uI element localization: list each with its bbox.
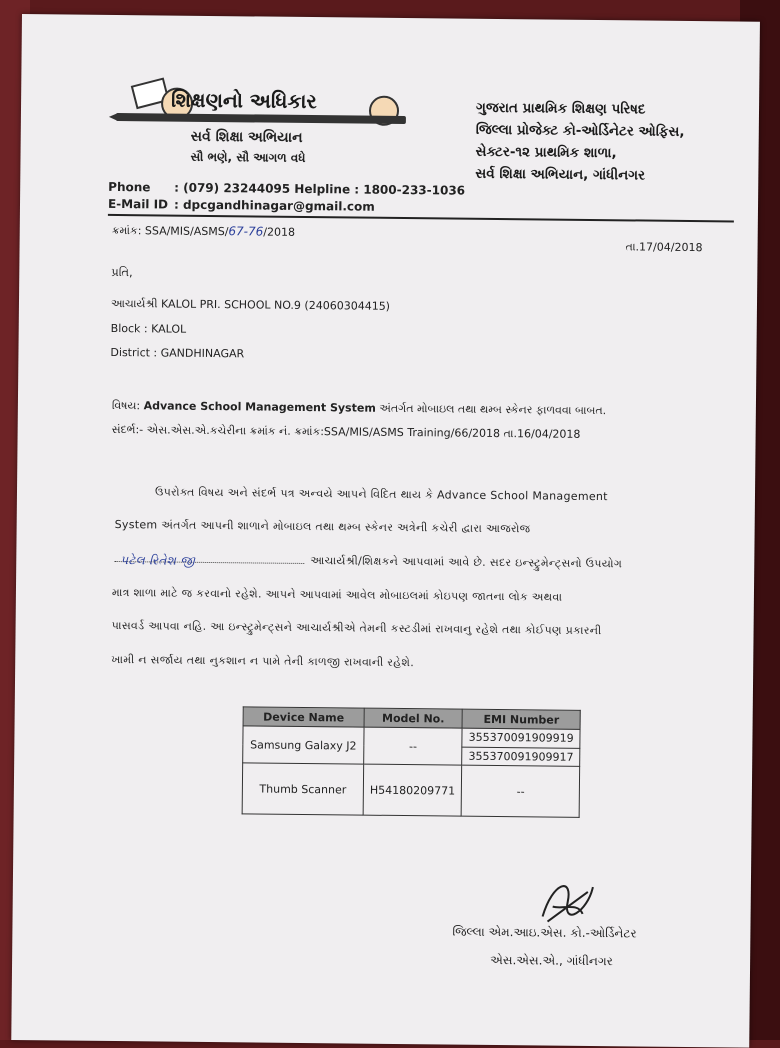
device-name-cell: Samsung Galaxy J2 [243,726,364,764]
body-line: ઉપરોક્ત વિષય અને સંદર્ભ પત્ર અન્વયે આપને વિદિત થાય કે Advance School Management [154,485,608,504]
model-cell: H54180209771 [363,764,462,816]
org-line: સેક્ટર-૧૨ પ્રાથમિક શાળા, [475,143,617,162]
org-line: સર્વ શિક્ષા અભિયાન, ગાંધીનગર [475,165,646,184]
email-value: : dpcgandhinagar@gmail.com [173,197,375,214]
ref-prefix: ક્રમાંક: SSA/MIS/ASMS/ [111,223,229,239]
body-line-with-name [114,552,622,571]
signatory-office: એસ.એસ.એ., ગાંધીનગર [490,952,613,969]
table-row [243,726,580,748]
pencil-icon [116,113,406,124]
organization-address [475,97,685,187]
column-header: Model No. [364,708,462,728]
org-line: ગુજરાત પ્રાથમિક શિક્ષણ પરિષદ [475,99,646,118]
model-cell: -- [364,727,463,765]
addressee: આચાર્યશ્રી KALOL PRI. SCHOOL NO.9 (24060304415) [110,296,391,313]
logo-title: શિક્ષણનો અધિકાર [170,87,317,114]
to-label: પ્રતિ, [111,264,133,280]
subject-line [112,399,606,418]
body-line: માત્ર શાળા માટે જ કરવાનો રહેશે. આપને આપવામાં આવેલ મોબાઇલમાં કોઇપણ જાતના લોક અથવા [111,585,563,604]
org-line: જિલ્લા પ્રોજેક્ટ કો-ઓર્ડિનેટર ઓફિસ, [475,121,685,140]
subject-rest: અંતર્ગત મોબાઇલ તથા થમ્બ સ્કેનર ફાળવવા બાબત. [375,401,607,418]
contact-block [108,179,465,217]
body-line: પાસવર્ડ આપવા નહિ. આ ઇન્સ્ટ્રુમેન્ટ્સને આચાર્યશ્રીએ તેમની કસ્ટડીમાં રાખવાનુ રહેશે તથા કોઈપણ પ્રકારની [111,618,602,638]
subject-text: Advance School Management System [143,399,376,415]
reference-line: સંદર્ભ:- એસ.એસ.એ.કચેરીના ક્રમાંક નં. ક્રમાંક:SSA/MIS/ASMS Training/66/2018 તા.16/04/2018 [111,422,581,441]
email-label: E-Mail ID [107,196,169,212]
emi-cell: 355370091909917 [462,747,580,767]
logo-tagline: સૌ ભણે, સૌ આગળ વધે [190,149,306,165]
column-header: Device Name [243,707,364,727]
phone-label: Phone [108,179,151,195]
body-line-text: આચાર્યશ્રી/શિક્ષકને આપવામાં આવે છે. સદર ઇન્સ્ટ્રુમેન્ટ્સનો ઉપયોગ [310,554,623,571]
signature-scrawl [532,871,603,932]
column-header: EMI Number [462,709,580,729]
letter-date: તા.17/04/2018 [625,240,703,255]
signatory-title: જિલ્લા એમ.આઇ.એસ. કો.-ઓર્ડિનેટર [452,924,637,941]
handwritten-name: પટેલ રિતેશ જી [120,553,195,568]
district: District : GANDHINAGAR [110,345,245,361]
device-name-cell: Thumb Scanner [242,763,364,815]
phone-value: : (079) 23244095 Helpline : 1800-233-1036 [174,180,466,198]
block: Block : KALOL [110,321,187,336]
reference-number [112,223,295,240]
ref-handwritten: 67-76 [228,224,264,239]
ref-suffix: /2018 [263,225,296,239]
device-table [242,706,581,818]
body-line: ખામી ન સર્જાય તથા નુકશાન ન પામે તેની કાળજી રાખવાની રહેશે. [111,652,415,670]
emi-cell: -- [461,765,580,817]
letter-page [11,14,760,1048]
emi-cell: 355370091909919 [462,728,580,748]
handwritten-name-field [114,553,304,568]
subject-label: વિષય: [111,398,141,413]
logo-subtitle: સર્વ શિક્ષા અભિયાન [190,128,303,146]
table-row [242,763,580,818]
body-line: System અંતર્ગત આપની શાળાને મોબાઇલ તથા થમ્બ સ્કેનર અત્રેની કચેરી દ્વારા આજરોજ [114,517,531,536]
